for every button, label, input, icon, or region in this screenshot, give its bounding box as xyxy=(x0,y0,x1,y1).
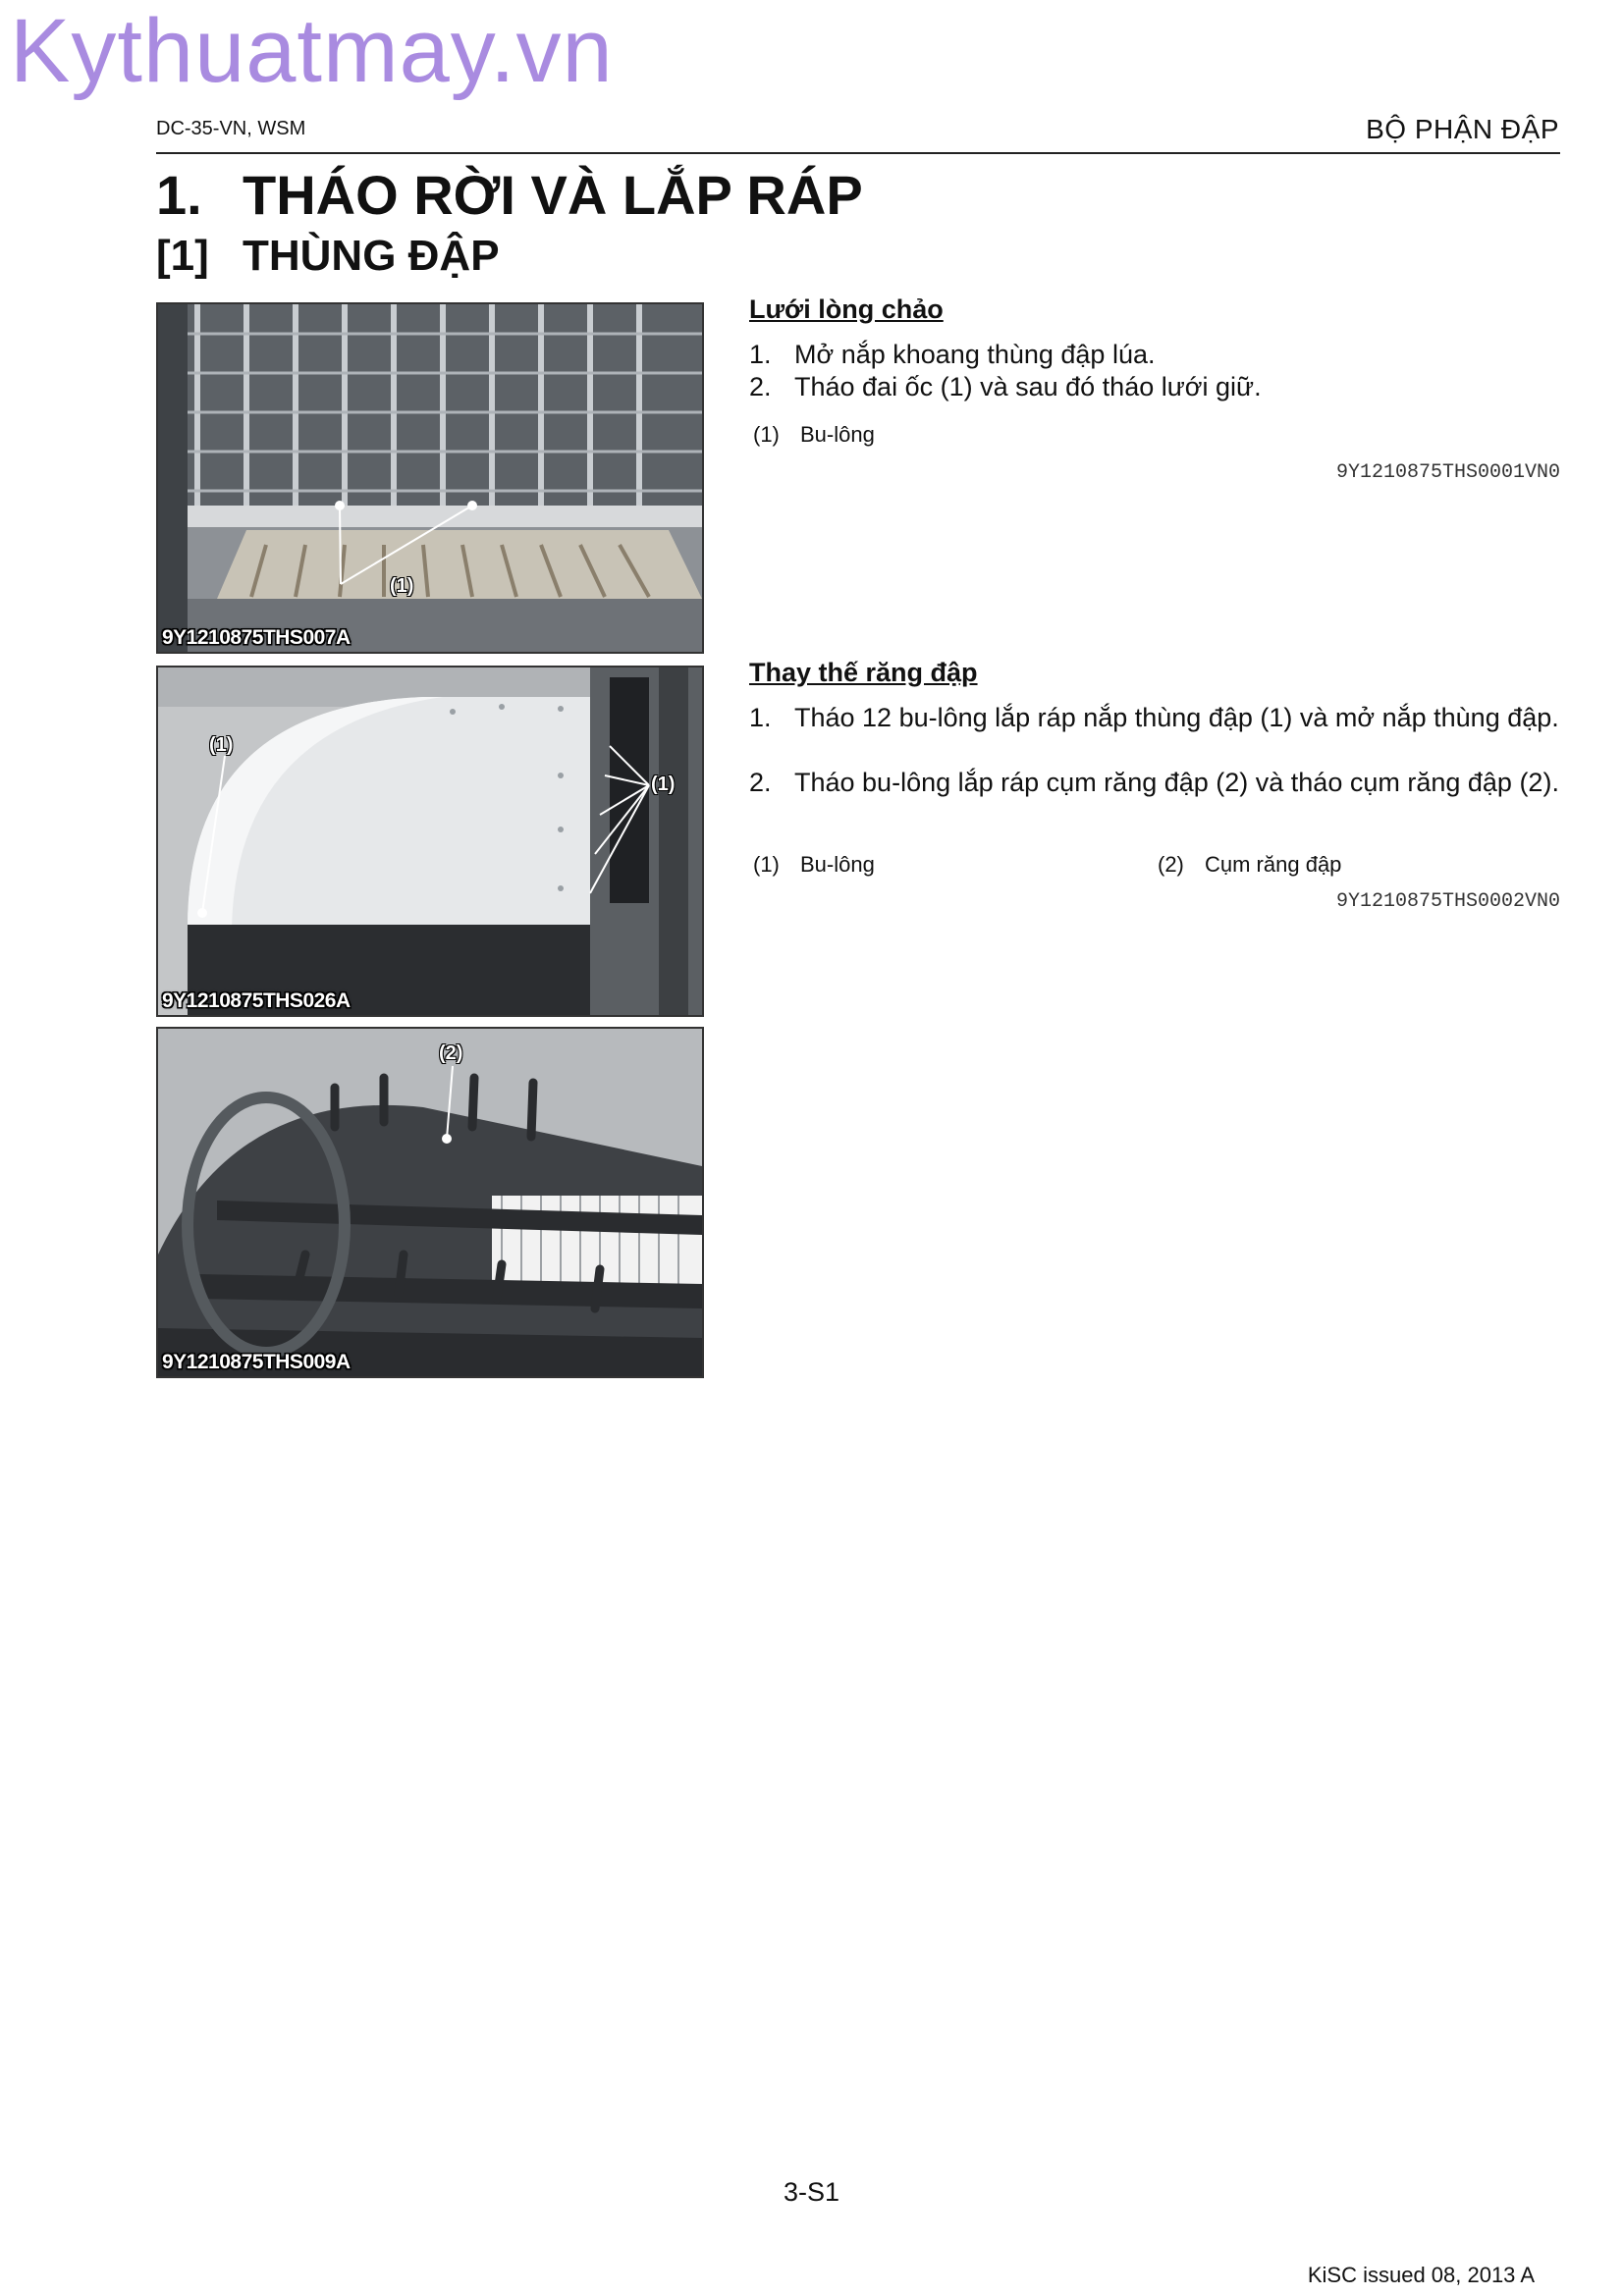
heading-1-number: 1. xyxy=(156,164,202,226)
heading-2-number: [1] xyxy=(156,232,209,280)
heading-1 xyxy=(156,163,863,227)
step-number: 2. xyxy=(749,768,772,797)
step-number: 2. xyxy=(749,372,772,401)
photo-drum-cover xyxy=(156,666,704,1017)
step-text: Tháo 12 bu-lông lắp ráp nắp thùng đập (1) và mở nắp thùng đập. xyxy=(794,703,1559,732)
section-title-tooth-replacement: Thay thế răng đập xyxy=(749,658,978,687)
legend-item xyxy=(1158,852,1341,878)
legend-label: Cụm răng đập xyxy=(1205,852,1342,877)
page-number: 3-S1 xyxy=(783,2177,840,2207)
heading-1-text: THÁO RỜI VÀ LẮP RÁP xyxy=(243,164,863,226)
legend-number: (1) xyxy=(753,852,780,877)
document-code: 9Y1210875THS0001VN0 xyxy=(1335,461,1560,484)
photo-tooth-assembly xyxy=(156,1027,704,1378)
heading-2 xyxy=(156,232,500,281)
legend-label: Bu-lông xyxy=(800,852,875,877)
watermark: Kythuatmay.vn xyxy=(10,1,614,101)
photo-code: 9Y1210875THS009A xyxy=(162,1351,351,1373)
legend-item xyxy=(753,422,875,448)
header-doc-code: DC-35-VN, WSM xyxy=(156,118,306,139)
step-number: 1. xyxy=(749,703,772,732)
photo-concave-net xyxy=(156,302,704,654)
callout-1: (1) xyxy=(390,575,414,597)
photo-code: 9Y1210875THS026A xyxy=(162,989,351,1012)
heading-2-text: THÙNG ĐẬP xyxy=(243,232,500,280)
concave-net-illustration xyxy=(158,304,702,652)
callout-1: (1) xyxy=(209,734,234,756)
step xyxy=(749,767,1560,799)
header-section: BỘ PHẬN ĐẬP xyxy=(1366,114,1559,144)
step xyxy=(749,339,1560,371)
legend-number: (2) xyxy=(1158,852,1184,877)
step xyxy=(749,702,1560,734)
callout-1: (1) xyxy=(651,774,676,795)
drum-cover-illustration xyxy=(158,667,702,1015)
document-code: 9Y1210875THS0002VN0 xyxy=(1335,890,1560,913)
issued-note: KiSC issued 08, 2013 A xyxy=(1307,2263,1535,2287)
section-title-concave-net: Lưới lòng chảo xyxy=(749,294,944,324)
tooth-assembly-illustration xyxy=(158,1029,702,1376)
step xyxy=(749,371,1560,403)
header-divider xyxy=(156,152,1560,154)
step-text: Tháo bu-lông lắp ráp cụm răng đập (2) và tháo cụm răng đập (2). xyxy=(794,768,1559,797)
legend-number: (1) xyxy=(753,422,780,447)
legend-item xyxy=(753,852,875,878)
step-number: 1. xyxy=(749,340,772,369)
legend-label: Bu-lông xyxy=(800,422,875,447)
step-text: Mở nắp khoang thùng đập lúa. xyxy=(794,340,1156,369)
callout-2: (2) xyxy=(439,1042,463,1064)
step-text: Tháo đai ốc (1) và sau đó tháo lưới giữ. xyxy=(794,372,1262,401)
photo-code: 9Y1210875THS007A xyxy=(162,626,351,649)
